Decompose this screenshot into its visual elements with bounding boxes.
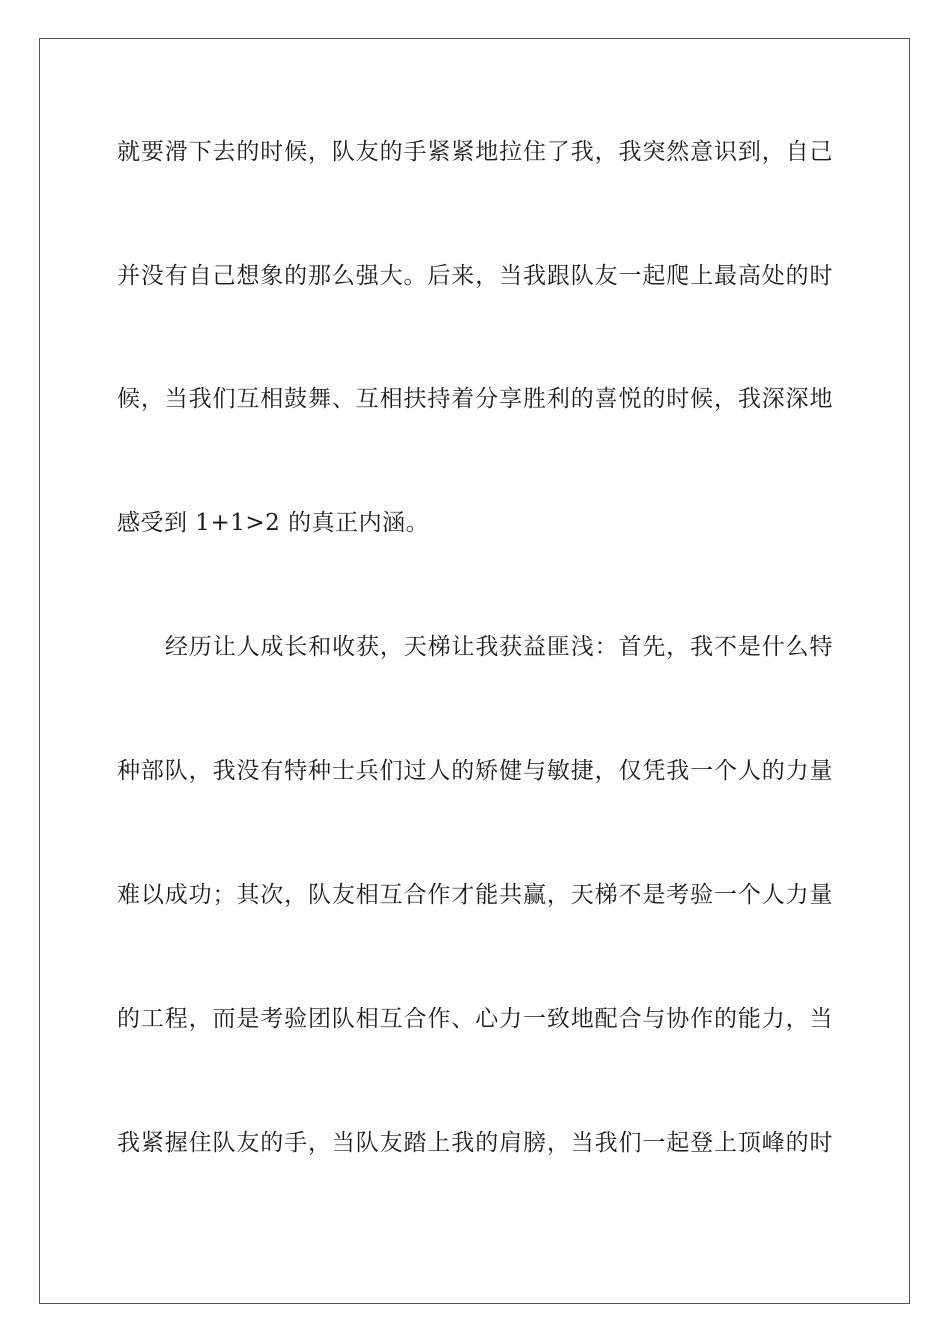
text-line-6: 种部队，我没有特种士兵们过人的矫健与敏捷，仅凭我一个人的力量 xyxy=(117,758,833,784)
text-line-2: 并没有自己想象的那么强大。后来，当我跟队友一起爬上最高处的时 xyxy=(117,263,833,289)
text-line-5-paragraph-start: 经历让人成长和收获，天梯让我获益匪浅：首先，我不是什么特 xyxy=(165,634,833,660)
text-line-8: 的工程，而是考验团队相互合作、心力一致地配合与协作的能力，当 xyxy=(117,1006,833,1032)
text-line-9: 我紧握住队友的手，当队友踏上我的肩膀，当我们一起登上顶峰的时 xyxy=(117,1130,833,1156)
text-line-1: 就要滑下去的时候，队友的手紧紧地拉住了我，我突然意识到，自己 xyxy=(117,139,833,165)
text-line-3: 候，当我们互相鼓舞、互相扶持着分享胜利的喜悦的时候，我深深地 xyxy=(117,386,833,412)
text-line-4: 感受到 1+1>2 的真正内涵。 xyxy=(117,510,430,536)
page-border xyxy=(39,38,910,1304)
text-line-7: 难以成功；其次，队友相互合作才能共赢，天梯不是考验一个人力量 xyxy=(117,882,833,908)
